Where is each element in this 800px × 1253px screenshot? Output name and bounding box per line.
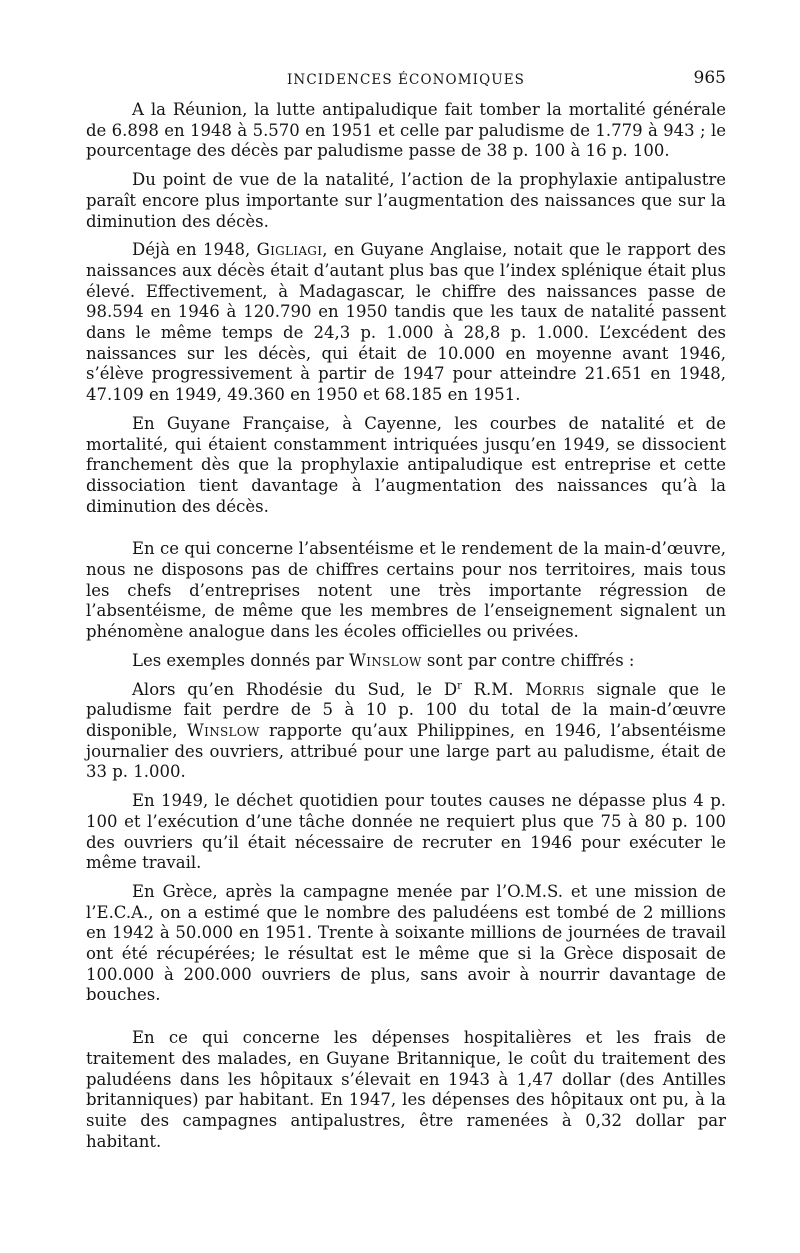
paragraph-depenses-hospitalieres: En ce qui concerne les dépenses hospitalières et les frais de traitement des malades, en Guyane Britannique, le coût du traitement des paludéens dans les hôpitaux s’élevait en 1943 à 1,47 dollar (des Antilles britanniques) par habitant. En 1947, les dépenses des hôpitaux ont pu, à la suite des campagnes antipalustres, être ramenées à 0,32 dollar par habitant. [86, 1028, 726, 1151]
paragraph-grece: En Grèce, après la campagne menée par l’O.M.S. et une mission de l’E.C.A., on a estimé que le nombre des paludéens est tombé de 2 millions en 1942 à 50.000 en 1951. Trente à soixante millions de journées de travail ont été récupérées; le résultat est le même que si la Grèce disposait de 100.000 à 200.000 ouvriers de plus, sans avoir à nourrir davantage de bouches. [86, 881, 726, 1005]
author-name-winslow-2: Winslow [186, 720, 260, 740]
book-page [86, 68, 726, 1152]
body-text [86, 100, 726, 1152]
page-number: 965 [693, 68, 726, 88]
paragraph-madagascar-rest: , en Guyane Anglaise, notait que le rapport des naissances aux décès était d’autant plus bas que l’index splénique était plus élevé. Effectivement, à Madagascar, le chiffre des naissances passe de 98.594 en 1946 à 120.790 en 1950 tandis que les taux de natalité passent dans le même temps de 24,3 p. 1.000 à 28,8 p. 1.000. L’excédent des naissances sur les décès, qui était de 10.000 en moyenne avant 1946, s’élève progressivement à partir de 1947 pour atteindre 21.651 en 1948, 47.109 en 1949, 49.360 en 1950 et 68.185 en 1951. [86, 240, 727, 405]
paragraph-guyane-francaise: En Guyane Française, à Cayenne, les courbes de natalité et de mortalité, qui étaient constamment intriquées jusqu’en 1949, se dissocient franchement dès que la prophylaxie antipaludique est entreprise et cette dissociation tient davantage à l’augmentation des naissances qu’à la diminution des décès. [86, 413, 726, 516]
paragraph-absenteisme: En ce qui concerne l’absentéisme et le rendement de la main-d’œuvre, nous ne disposons pas de chiffres certains pour nos territoires, mais tous les chefs d’entreprises notent une très importante régression de l’absentéisme, de même que les membres de l’enseignement signalent un phénomène analogue dans les écoles officielles ou privées. [86, 539, 726, 642]
paragraph-exemples-start: Les exemples donnés par [132, 650, 349, 670]
running-header [86, 68, 726, 98]
paragraph-rhodesie [86, 680, 726, 784]
paragraph-rhodesie-start: Alors qu’en Rhodésie du Sud, le D [132, 679, 458, 699]
paragraph-exemples [86, 651, 726, 672]
paragraph-rhodesie-middle: signale que le paludisme fait perdre de 5 à 10 p. 100 du total de la main-d’œuvre disponible, [86, 679, 726, 740]
author-name-winslow: Winslow [349, 650, 422, 670]
paragraph-rhodesie-rest: rapporte qu’aux Philippines, en 1946, l’absentéisme journalier des ouvriers, attribué pour une large part au paludisme, était de 33 p. 1.000. [86, 720, 726, 782]
author-name-morris: Morris [525, 679, 585, 699]
paragraph-madagascar-start: Déjà en 1948, [132, 240, 257, 260]
paragraph-reunion: A la Réunion, la lutte antipaludique fait tomber la mortalité générale de 6.898 en 1948 à 5.570 en 1951 et celle par paludisme de 1.779 à 943 ; le pourcentage des décès par paludisme passe de 38 p. 100 à 16 p. 100. [86, 100, 726, 161]
paragraph-1949: En 1949, le déchet quotidien pour toutes causes ne dépasse plus 4 p. 100 et l’exécution d’une tâche donnée ne requiert plus que 75 à 80 p. 100 des ouvriers qu’il était nécessaire de recruter en 1946 pour exécuter le même travail. [86, 791, 726, 873]
paragraph-rhodesie-initials: R.M. [461, 679, 526, 699]
running-title: INCIDENCES ÉCONOMIQUES [286, 72, 526, 88]
paragraph-madagascar [86, 240, 726, 406]
paragraph-exemples-rest: sont par contre chiffrés : [421, 650, 635, 670]
doctor-abbreviation-superscript: r [457, 680, 462, 692]
paragraph-natalite: Du point de vue de la natalité, l’action de la prophylaxie antipalustre paraît encore plus importante sur l’augmentation des naissances que sur la diminution des décès. [86, 170, 726, 231]
author-name-gigliagi: Gigliagi [256, 240, 323, 260]
